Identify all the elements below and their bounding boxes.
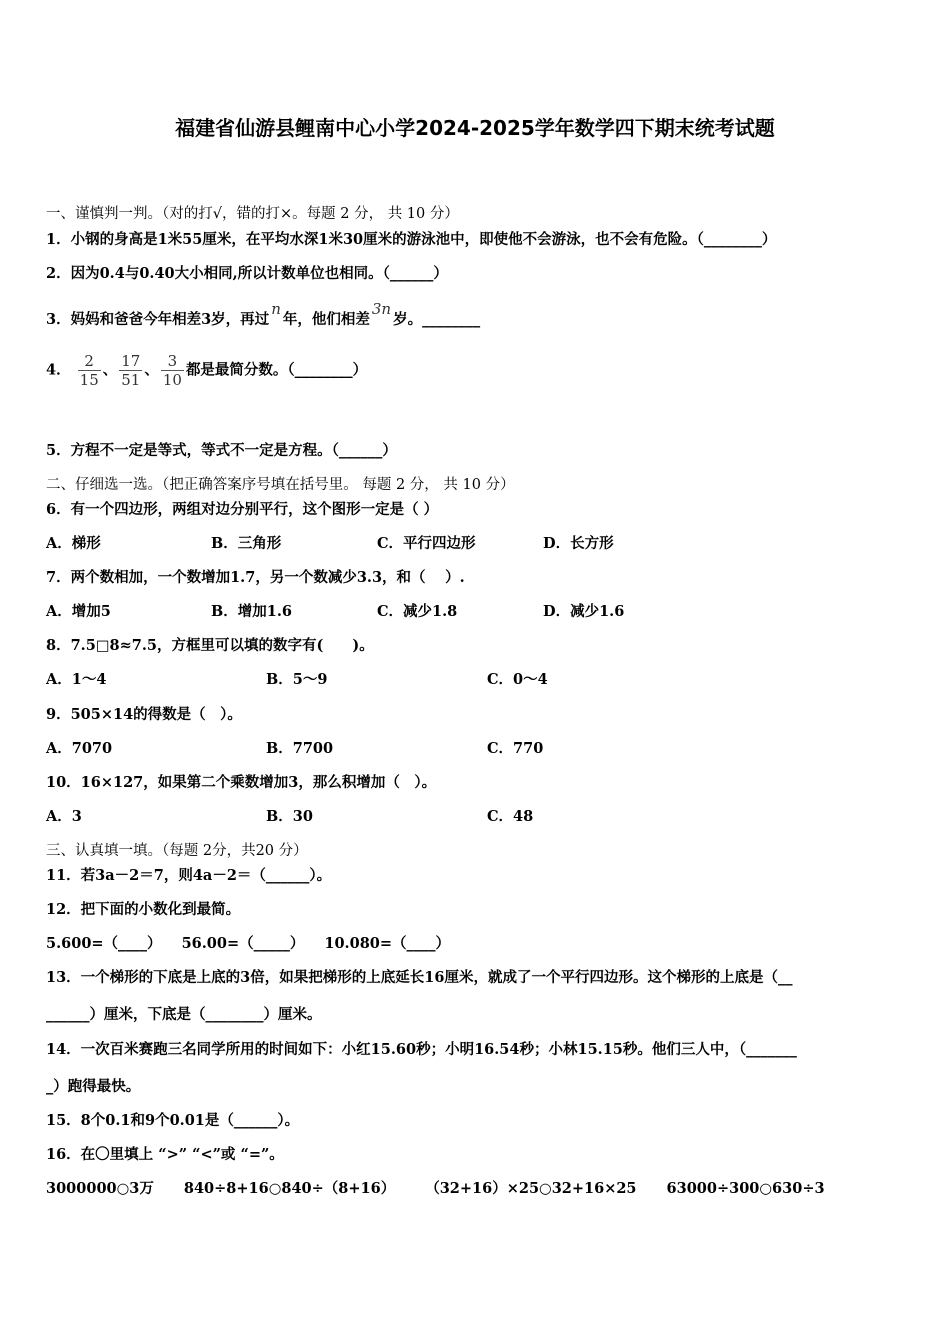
- question-1: 1．小钢的身高是1米55厘米，在平均水深1米30厘米的游泳池中，即使他不会游泳，也不会有危险。（________）: [46, 231, 777, 248]
- question-14-line-2: _）跑得最快。: [46, 1078, 141, 1095]
- question-9: 9．505×14的得数是（ ）。: [46, 706, 242, 723]
- question-7: 7．两个数相加，一个数增加1.7，另一个数减少3.3，和（ ）.: [46, 569, 465, 586]
- q9-option-c: C．770: [487, 740, 544, 757]
- question-4: [46, 352, 367, 389]
- question-16: 16．在〇里填上 “>” “<”或 “=”。: [46, 1146, 284, 1163]
- section-3-heading: 三、认真填一填。（每题 2分，共20 分）: [46, 843, 308, 859]
- fraction-numerator: 17: [121, 352, 141, 370]
- question-3: [46, 300, 481, 329]
- question-3-part-a: 3．妈妈和爸爸今年相差3岁，再过: [46, 311, 270, 328]
- q7-option-a: A．增加5: [46, 603, 111, 620]
- fraction-numerator: 3: [161, 352, 184, 371]
- q16-item: （32+16）×25○32+16×25: [425, 1180, 637, 1197]
- q12-item: 10.080=（____）: [324, 935, 451, 952]
- q16-item: 840÷8+16○840÷（8+16）: [183, 1180, 396, 1197]
- question-16-items: [46, 1177, 825, 1198]
- q7-option-c: C．减少1.8: [377, 603, 458, 620]
- q8-option-a: A．1～4: [46, 671, 107, 688]
- separator: 、: [144, 361, 159, 379]
- question-14-line-1: 14．一次百米赛跑三名同学所用的时间如下：小红15.60秒；小明16.54秒；小林15.15秒。他们三人中，（_______: [46, 1041, 797, 1058]
- fraction-2-15: [78, 352, 101, 389]
- section-1-heading: 一、谨慎判一判。（对的打√，错的打×。每题 2 分， 共 10 分）: [46, 206, 459, 222]
- question-2: 2．因为0.4与0.40大小相同,所以计数单位也相同。（______）: [46, 265, 448, 282]
- question-6: 6．有一个四边形，两组对边分别平行，这个图形一定是（ ）: [46, 501, 439, 518]
- q9-option-a: A．7070: [46, 740, 113, 757]
- fraction-17-51: [119, 352, 142, 389]
- q6-option-b: B．三角形: [211, 535, 282, 552]
- q6-option-d: D．长方形: [543, 535, 614, 552]
- q6-option-a: A．梯形: [46, 535, 101, 552]
- q6-option-c: C．平行四边形: [377, 535, 476, 552]
- question-4-prefix: 4．: [46, 361, 71, 379]
- section-2-heading: 二、仔细选一选。（把正确答案序号填在括号里。 每题 2 分， 共 10 分）: [46, 477, 515, 493]
- fraction-denominator: 15: [79, 371, 99, 389]
- page-title: 福建省仙游县鲤南中心小学2024-2025学年数学四下期末统考试题: [175, 116, 775, 140]
- question-13-line-2: ______）厘米，下底是（________）厘米。: [46, 1006, 322, 1023]
- question-3-part-c: 岁。________: [393, 311, 481, 328]
- q7-option-d: D．减少1.6: [543, 603, 625, 620]
- fraction-numerator: 2: [78, 352, 101, 371]
- q9-option-b: B．7700: [266, 740, 334, 757]
- math-n: n: [271, 300, 281, 318]
- q16-item: 63000÷300○630÷3: [666, 1180, 825, 1197]
- question-13-line-1: 13．一个梯形的下底是上底的3倍，如果把梯形的上底延长16厘米，就成了一个平行四边形。这个梯形的上底是（__: [46, 969, 793, 986]
- question-12: 12．把下面的小数化到最简。: [46, 901, 241, 918]
- q12-item: 5.600=（____）: [46, 935, 162, 952]
- q16-item: 3000000○3万: [46, 1180, 154, 1197]
- q12-item: 56.00=（_____）: [181, 935, 305, 952]
- fraction-denominator: 51: [121, 371, 141, 389]
- question-10: 10．16×127，如果第二个乘数增加3，那么积增加（ ）。: [46, 774, 437, 791]
- question-15: 15．8个0.1和9个0.01是（______）。: [46, 1112, 300, 1129]
- q7-option-b: B．增加1.6: [211, 603, 292, 620]
- math-3n: 3n: [371, 300, 392, 318]
- separator: 、: [102, 361, 118, 379]
- question-3-part-b: 年，他们相差: [282, 311, 370, 328]
- question-8: 8．7.5□8≈7.5，方框里可以填的数字有( )。: [46, 637, 374, 654]
- question-5: 5．方程不一定是等式，等式不一定是方程。（______）: [46, 442, 397, 459]
- fraction-denominator: 10: [162, 371, 182, 389]
- q10-option-b: B．30: [266, 808, 313, 825]
- fraction-3-10: [161, 352, 184, 389]
- q10-option-a: A．3: [46, 808, 82, 825]
- question-4-suffix: 都是最简分数。（________）: [185, 361, 368, 379]
- question-12-items: [46, 932, 450, 953]
- question-11: 11．若3a－2＝7，则4a－2＝（______）。: [46, 867, 332, 884]
- q10-option-c: C．48: [487, 808, 534, 825]
- q8-option-b: B．5～9: [266, 671, 328, 688]
- q8-option-c: C．0～4: [487, 671, 548, 688]
